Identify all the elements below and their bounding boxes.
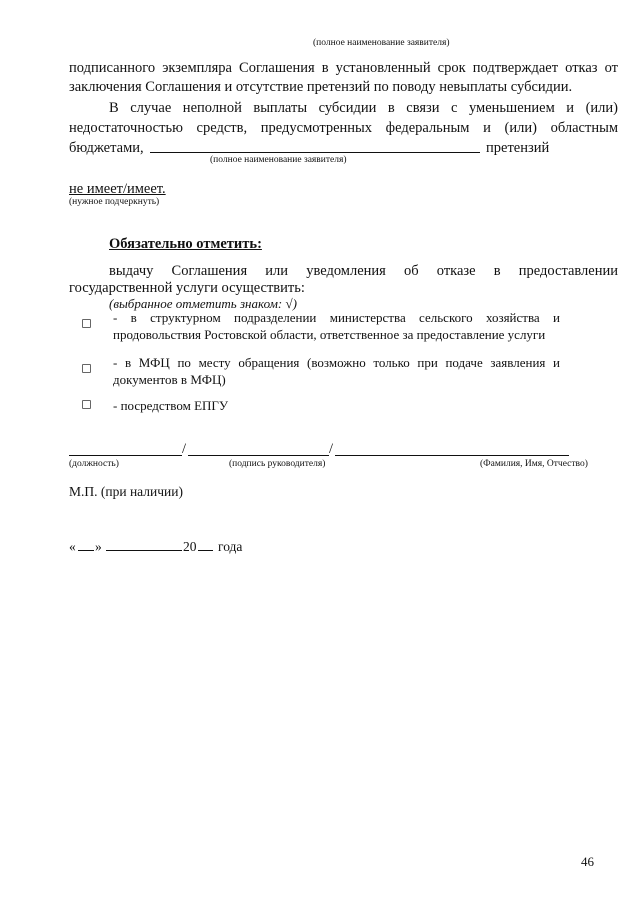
date-day-field[interactable]: [78, 550, 94, 551]
applicant-name-caption: (полное наименование заявителя): [210, 155, 347, 165]
paragraph-2-line-1: В случае неполной выплаты субсидии в связи с уменьшением и (или): [109, 100, 618, 116]
signature-field-line[interactable]: [188, 455, 329, 456]
position-field-line[interactable]: [69, 455, 182, 456]
stamp-label: М.П. (при наличии): [69, 484, 183, 499]
signature-separator-2: /: [329, 441, 334, 457]
underline-needed-caption: (нужное подчеркнуть): [69, 197, 160, 207]
option-ministry-checkbox[interactable]: [82, 319, 91, 328]
option-ministry-line-1: - в структурном подразделении министерства сельского хозяйства и: [113, 310, 560, 325]
date-close-quote: »: [95, 539, 102, 554]
paragraph-1-line-1: подписанного экземпляра Соглашения в установленный срок подтверждает отказ от: [69, 60, 618, 76]
page-number: 46: [581, 854, 594, 869]
option-ministry-line-2: продовольствия Ростовской области, ответственное за предоставление услуги: [113, 327, 546, 342]
selection-hint: (выбранное отметить знаком: √): [109, 296, 297, 311]
applicant-name-caption-top: (полное наименование заявителя): [313, 38, 450, 48]
has-claims-choice[interactable]: не имеет/имеет.: [69, 181, 166, 197]
option-mfc-line-2: документов в МФЦ): [113, 372, 226, 387]
date-year-suffix: года: [218, 539, 243, 554]
date-year-field[interactable]: [198, 550, 213, 551]
mandatory-line-1: выдачу Соглашения или уведомления об отказе в предоставлении: [109, 263, 618, 279]
date-open-quote: «: [69, 539, 76, 554]
fio-caption: (Фамилия, Имя, Отчество): [480, 459, 588, 469]
mandatory-line-2: государственной услуги осуществить:: [69, 280, 305, 296]
mandatory-heading: Обязательно отметить:: [109, 236, 262, 252]
option-epgu-checkbox[interactable]: [82, 400, 91, 409]
option-mfc-checkbox[interactable]: [82, 364, 91, 373]
date-century: 20: [183, 539, 197, 554]
signature-caption: (подпись руководителя): [229, 459, 326, 469]
paragraph-1-line-2: заключения Соглашения и отсутствие претензий по поводу невыплаты субсидии.: [69, 79, 573, 95]
signature-separator-1: /: [182, 441, 187, 457]
position-caption: (должность): [69, 459, 119, 469]
date-month-field[interactable]: [106, 550, 182, 551]
option-mfc-line-1: - в МФЦ по месту обращения (возможно только при подаче заявления и: [113, 355, 560, 370]
applicant-name-field-line[interactable]: [150, 152, 480, 153]
paragraph-2-line-3-suffix: претензий: [486, 140, 550, 156]
paragraph-2-line-3-prefix: бюджетами,: [69, 140, 144, 156]
paragraph-2-line-2: недостаточностью средств, предусмотренных федеральным и (или) областным: [69, 120, 618, 136]
fio-field-line[interactable]: [335, 455, 569, 456]
option-epgu-label: - посредством ЕПГУ: [113, 398, 229, 413]
